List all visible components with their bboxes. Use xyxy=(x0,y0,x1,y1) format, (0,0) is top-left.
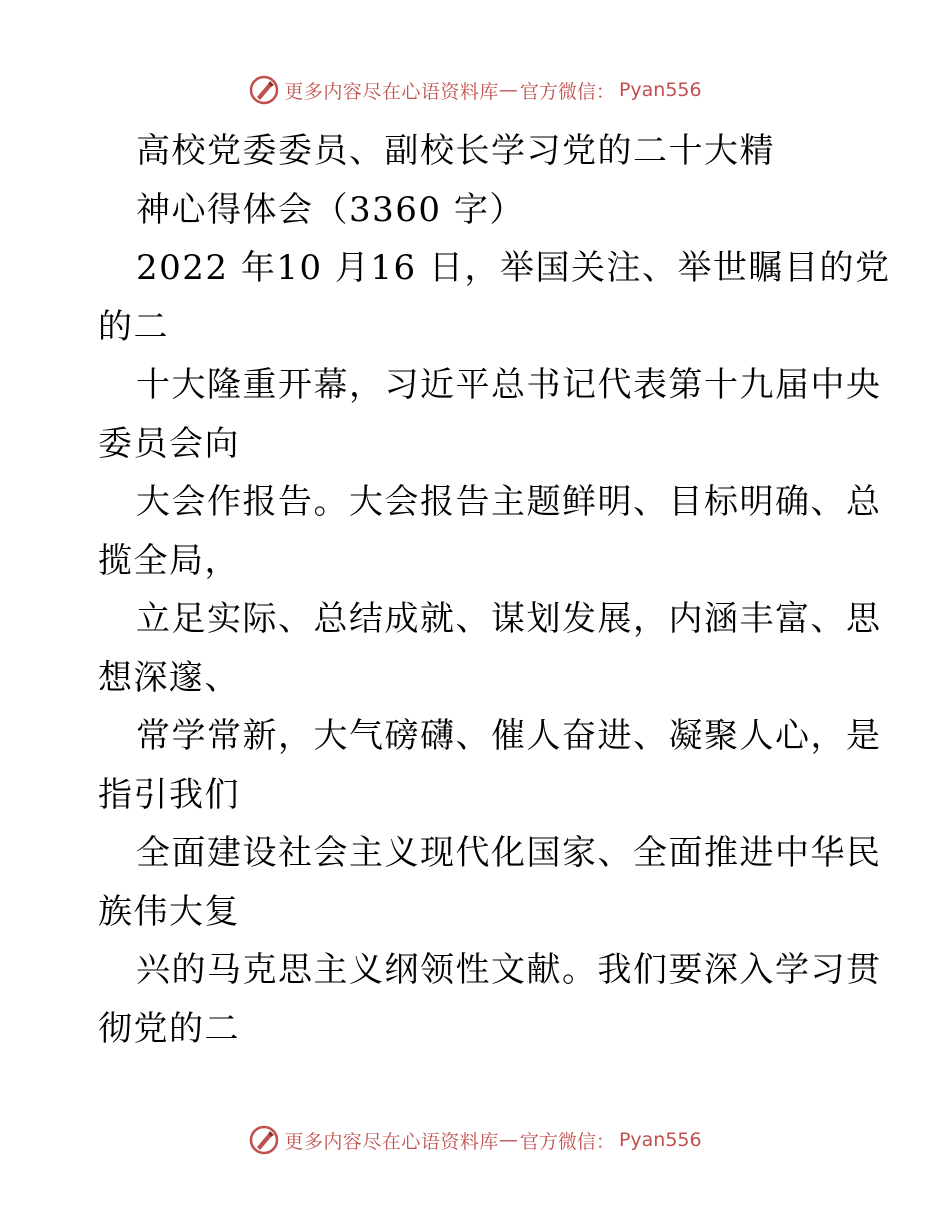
paragraph-line: 委员会向 xyxy=(98,423,240,464)
paragraph-line: 大会作报告。大会报告主题鲜明、目标明确、总 xyxy=(136,482,882,522)
paragraph-line: 全面建设社会主义现代化国家、全面推进中华民 xyxy=(136,833,882,873)
watermark-site-text: 更多内容尽在心语资料库 xyxy=(284,80,499,103)
pen-logo-icon xyxy=(248,74,280,106)
paragraph-line: 兴的马克思主义纲领性文献。我们要深入学习贯 xyxy=(136,950,882,990)
watermark-site-text: 更多内容尽在心语资料库 xyxy=(284,1130,499,1153)
paragraph-line: 指引我们 xyxy=(98,774,240,815)
watermark-wechat-id: Pyan556 xyxy=(618,79,702,101)
title-line-1: 高校党委委员、副校长学习党的二十大精 xyxy=(136,131,775,171)
pen-logo-icon xyxy=(248,1124,280,1156)
document-body xyxy=(98,122,891,1058)
paragraph-line: 立足实际、总结成就、谋划发展，内涵丰富、思 xyxy=(136,599,882,639)
paragraph-line: 想深邃、 xyxy=(98,657,240,698)
header-watermark xyxy=(0,70,950,110)
watermark-wechat-id: Pyan556 xyxy=(618,1129,702,1151)
paragraph-line: 的二 xyxy=(98,306,169,347)
watermark-official-label: 官方微信： xyxy=(519,1130,615,1153)
paragraph-line: 十大隆重开幕，习近平总书记代表第十九届中央 xyxy=(136,365,882,405)
paragraph-line: 2022 年10 月16 日，举国关注、举世瞩目的党 xyxy=(136,248,891,288)
watermark-dash: — xyxy=(498,1129,518,1151)
watermark-official-label: 官方微信： xyxy=(519,80,615,103)
paragraph-line: 常学常新，大气磅礴、催人奋进、凝聚人心，是 xyxy=(136,716,882,756)
footer-watermark xyxy=(0,1120,950,1160)
paragraph-line: 彻党的二 xyxy=(98,1008,240,1049)
paragraph-line: 揽全局， xyxy=(98,540,240,581)
paragraph-line: 族伟大复 xyxy=(98,891,240,932)
watermark-dash: — xyxy=(498,79,518,101)
title-line-2: 神心得体会（3360 字） xyxy=(136,189,525,230)
